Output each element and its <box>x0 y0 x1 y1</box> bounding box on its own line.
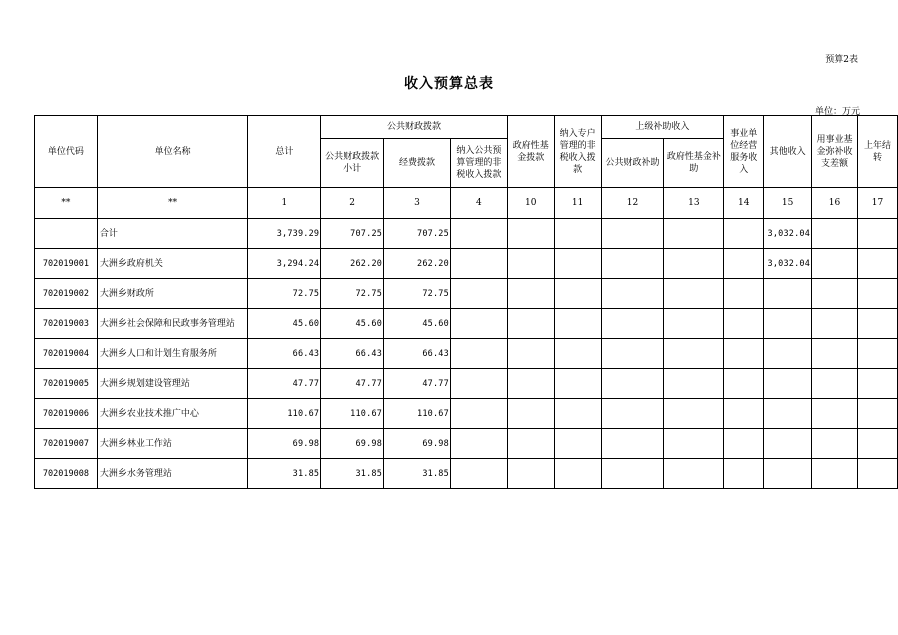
cell-public-fiscal-subsidy <box>601 219 664 249</box>
cell-non-tax-in-budget <box>450 279 507 309</box>
cell-non-tax-in-budget <box>450 339 507 369</box>
cell-gov-fund-subsidy <box>664 249 724 279</box>
cell-total: 45.60 <box>248 309 321 339</box>
cell-fund-offset <box>812 369 858 399</box>
cell-non-tax-special <box>554 249 601 279</box>
cell-expense-allocation: 72.75 <box>384 279 451 309</box>
cell-business-income <box>724 339 764 369</box>
cell-non-tax-in-budget <box>450 369 507 399</box>
cell-unit-code: 702019005 <box>35 369 98 399</box>
cell-last-year-balance <box>857 369 897 399</box>
cell-fund-offset <box>812 279 858 309</box>
cell-public-fiscal-subtotal: 110.67 <box>321 399 384 429</box>
cell-non-tax-in-budget <box>450 459 507 489</box>
table-row <box>35 309 898 339</box>
cell-total: 66.43 <box>248 339 321 369</box>
cell-unit-name: 大洲乡林业工作站 <box>97 429 248 459</box>
header-expense-allocation: 经费拨款 <box>384 139 451 188</box>
column-number-cell: 12 <box>601 188 664 219</box>
header-unit-code: 单位代码 <box>35 116 98 188</box>
cell-last-year-balance <box>857 339 897 369</box>
cell-other-income <box>764 369 812 399</box>
cell-last-year-balance <box>857 459 897 489</box>
cell-business-income <box>724 279 764 309</box>
cell-gov-fund-subsidy <box>664 369 724 399</box>
column-number-cell: ** <box>35 188 98 219</box>
cell-fund-offset <box>812 219 858 249</box>
cell-fund-offset <box>812 309 858 339</box>
cell-expense-allocation: 110.67 <box>384 399 451 429</box>
cell-gov-fund-allocation <box>507 309 554 339</box>
cell-fund-offset <box>812 339 858 369</box>
cell-expense-allocation: 66.43 <box>384 339 451 369</box>
cell-unit-name: 大洲乡政府机关 <box>97 249 248 279</box>
table-row <box>35 279 898 309</box>
column-number-cell: 4 <box>450 188 507 219</box>
budget-table <box>34 115 898 489</box>
cell-gov-fund-allocation <box>507 429 554 459</box>
cell-non-tax-special <box>554 399 601 429</box>
cell-business-income <box>724 459 764 489</box>
cell-other-income <box>764 309 812 339</box>
cell-public-fiscal-subsidy <box>601 459 664 489</box>
table-row <box>35 219 898 249</box>
cell-last-year-balance <box>857 249 897 279</box>
table-row <box>35 369 898 399</box>
cell-unit-name: 大洲乡社会保障和民政事务管理站 <box>97 309 248 339</box>
cell-public-fiscal-subsidy <box>601 309 664 339</box>
cell-business-income <box>724 429 764 459</box>
cell-total: 72.75 <box>248 279 321 309</box>
cell-last-year-balance <box>857 309 897 339</box>
cell-expense-allocation: 45.60 <box>384 309 451 339</box>
cell-fund-offset <box>812 399 858 429</box>
cell-unit-name: 大洲乡财政所 <box>97 279 248 309</box>
cell-other-income <box>764 459 812 489</box>
column-number-cell: ** <box>97 188 248 219</box>
cell-non-tax-in-budget <box>450 219 507 249</box>
cell-expense-allocation: 262.20 <box>384 249 451 279</box>
cell-unit-code: 702019008 <box>35 459 98 489</box>
column-number-cell: 11 <box>554 188 601 219</box>
cell-unit-code: 702019001 <box>35 249 98 279</box>
cell-unit-name: 大洲乡农业技术推广中心 <box>97 399 248 429</box>
unit-label: 单位：万元 <box>814 107 860 117</box>
cell-public-fiscal-subsidy <box>601 249 664 279</box>
cell-gov-fund-allocation <box>507 399 554 429</box>
cell-public-fiscal-subtotal: 69.98 <box>321 429 384 459</box>
cell-non-tax-special <box>554 429 601 459</box>
cell-public-fiscal-subtotal: 45.60 <box>321 309 384 339</box>
table-row <box>35 429 898 459</box>
cell-gov-fund-allocation <box>507 279 554 309</box>
header-gov-fund-subsidy: 政府性基金补助 <box>664 139 724 188</box>
column-number-cell: 1 <box>248 188 321 219</box>
cell-fund-offset <box>812 249 858 279</box>
cell-gov-fund-allocation <box>507 219 554 249</box>
cell-gov-fund-allocation <box>507 249 554 279</box>
header-higher-subsidy-group: 上级补助收入 <box>601 116 724 139</box>
header-other-income: 其他收入 <box>764 116 812 188</box>
header-public-fiscal-subsidy: 公共财政补助 <box>601 139 664 188</box>
cell-non-tax-special <box>554 219 601 249</box>
cell-non-tax-in-budget <box>450 309 507 339</box>
cell-expense-allocation: 47.77 <box>384 369 451 399</box>
header-public-fiscal-subtotal: 公共财政拨款小计 <box>321 139 384 188</box>
header-gov-fund-allocation: 政府性基金拨款 <box>507 116 554 188</box>
column-number-cell: 14 <box>724 188 764 219</box>
cell-total: 3,739.29 <box>248 219 321 249</box>
header-fund-offset: 用事业基金弥补收支差额 <box>812 116 858 188</box>
cell-non-tax-special <box>554 369 601 399</box>
cell-business-income <box>724 219 764 249</box>
header-business-income: 事业单位经营服务收入 <box>724 116 764 188</box>
cell-unit-code <box>35 219 98 249</box>
cell-total: 31.85 <box>248 459 321 489</box>
cell-unit-name: 大洲乡水务管理站 <box>97 459 248 489</box>
cell-gov-fund-subsidy <box>664 339 724 369</box>
cell-unit-code: 702019004 <box>35 339 98 369</box>
table-row <box>35 249 898 279</box>
column-number-cell: 3 <box>384 188 451 219</box>
cell-gov-fund-subsidy <box>664 429 724 459</box>
cell-public-fiscal-subsidy <box>601 339 664 369</box>
column-number-cell: 13 <box>664 188 724 219</box>
cell-unit-code: 702019002 <box>35 279 98 309</box>
cell-public-fiscal-subtotal: 262.20 <box>321 249 384 279</box>
cell-other-income <box>764 429 812 459</box>
cell-gov-fund-subsidy <box>664 219 724 249</box>
header-public-fiscal-group: 公共财政拨款 <box>321 116 508 139</box>
page-title: 收入预算总表 <box>404 76 494 92</box>
table-row <box>35 399 898 429</box>
cell-gov-fund-subsidy <box>664 399 724 429</box>
cell-total: 110.67 <box>248 399 321 429</box>
cell-unit-code: 702019003 <box>35 309 98 339</box>
cell-business-income <box>724 249 764 279</box>
cell-gov-fund-allocation <box>507 459 554 489</box>
cell-total: 69.98 <box>248 429 321 459</box>
cell-public-fiscal-subtotal: 66.43 <box>321 339 384 369</box>
cell-business-income <box>724 309 764 339</box>
cell-last-year-balance <box>857 279 897 309</box>
cell-public-fiscal-subsidy <box>601 429 664 459</box>
header-non-tax-in-budget: 纳入公共预算管理的非税收入拨款 <box>450 139 507 188</box>
cell-public-fiscal-subsidy <box>601 279 664 309</box>
cell-unit-name: 大洲乡人口和计划生育服务所 <box>97 339 248 369</box>
column-number-cell: 16 <box>812 188 858 219</box>
cell-gov-fund-subsidy <box>664 309 724 339</box>
cell-non-tax-in-budget <box>450 249 507 279</box>
cell-non-tax-special <box>554 309 601 339</box>
cell-gov-fund-allocation <box>507 339 554 369</box>
cell-non-tax-special <box>554 459 601 489</box>
cell-non-tax-special <box>554 279 601 309</box>
column-number-cell: 17 <box>857 188 897 219</box>
cell-non-tax-in-budget <box>450 429 507 459</box>
cell-business-income <box>724 369 764 399</box>
cell-expense-allocation: 31.85 <box>384 459 451 489</box>
cell-last-year-balance <box>857 219 897 249</box>
cell-gov-fund-allocation <box>507 369 554 399</box>
cell-business-income <box>724 399 764 429</box>
cell-other-income: 3,032.04 <box>764 219 812 249</box>
cell-fund-offset <box>812 429 858 459</box>
cell-other-income <box>764 339 812 369</box>
cell-last-year-balance <box>857 399 897 429</box>
cell-public-fiscal-subsidy <box>601 369 664 399</box>
cell-expense-allocation: 69.98 <box>384 429 451 459</box>
cell-non-tax-special <box>554 339 601 369</box>
cell-gov-fund-subsidy <box>664 279 724 309</box>
cell-fund-offset <box>812 459 858 489</box>
cell-public-fiscal-subtotal: 707.25 <box>321 219 384 249</box>
cell-public-fiscal-subtotal: 72.75 <box>321 279 384 309</box>
column-number-row <box>35 188 898 219</box>
cell-total: 47.77 <box>248 369 321 399</box>
cell-public-fiscal-subsidy <box>601 399 664 429</box>
header-unit-name: 单位名称 <box>97 116 248 188</box>
column-number-cell: 2 <box>321 188 384 219</box>
cell-public-fiscal-subtotal: 31.85 <box>321 459 384 489</box>
cell-non-tax-in-budget <box>450 399 507 429</box>
table-number-label: 预算2表 <box>825 55 858 65</box>
column-number-cell: 10 <box>507 188 554 219</box>
cell-other-income <box>764 399 812 429</box>
cell-unit-name: 合计 <box>97 219 248 249</box>
cell-last-year-balance <box>857 429 897 459</box>
cell-unit-code: 702019007 <box>35 429 98 459</box>
cell-unit-code: 702019006 <box>35 399 98 429</box>
table-row <box>35 459 898 489</box>
column-number-cell: 15 <box>764 188 812 219</box>
header-total: 总计 <box>248 116 321 188</box>
header-non-tax-special: 纳入专户管理的非税收入拨款 <box>554 116 601 188</box>
table-row <box>35 339 898 369</box>
cell-other-income: 3,032.04 <box>764 249 812 279</box>
cell-total: 3,294.24 <box>248 249 321 279</box>
cell-other-income <box>764 279 812 309</box>
cell-expense-allocation: 707.25 <box>384 219 451 249</box>
cell-unit-name: 大洲乡规划建设管理站 <box>97 369 248 399</box>
cell-public-fiscal-subtotal: 47.77 <box>321 369 384 399</box>
cell-gov-fund-subsidy <box>664 459 724 489</box>
header-last-year-balance: 上年结转 <box>857 116 897 188</box>
